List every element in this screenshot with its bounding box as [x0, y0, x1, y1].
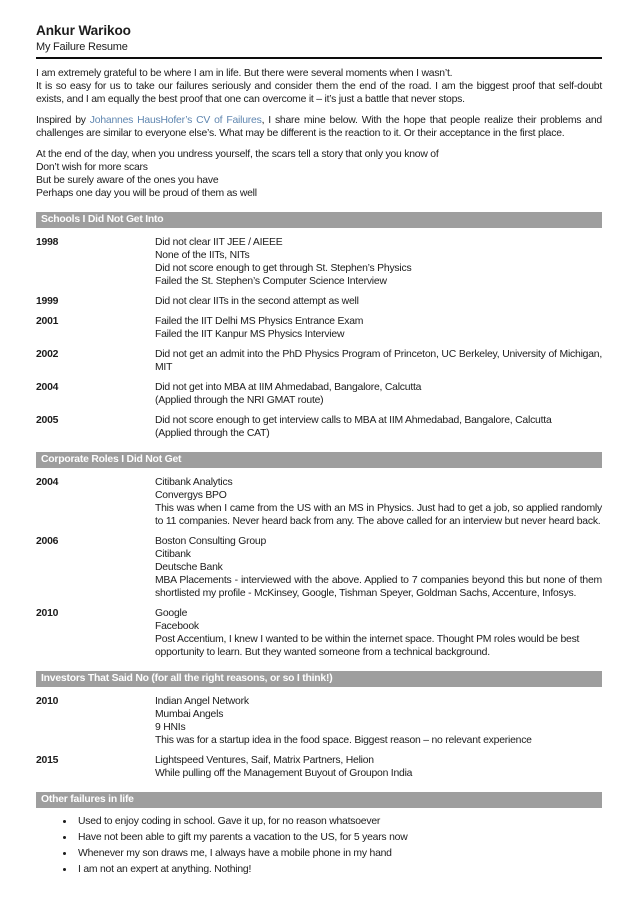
section-header-corporate: Corporate Roles I Did Not Get [36, 452, 602, 468]
timeline-row [36, 414, 602, 440]
detail-line: MBA Placements - interviewed with the above. Applied to 7 companies beyond this but none of them shortlisted my profile - McKinsey, Google, Tishman Speyer, Goldman Sachs, Accenture, Infosys. [155, 575, 602, 599]
row-year: 2004 [36, 382, 59, 393]
row-details [155, 381, 602, 407]
section-rows-investors [36, 687, 602, 780]
failure-item: • Whenever my son draws me, I always have a mobile phone in my hand [75, 847, 602, 860]
section-header-investors: Investors That Said No (for all the right reasons, or so I think!) [36, 671, 602, 687]
detail-line: Indian Angel Network [155, 696, 249, 707]
detail-line: (Applied through the CAT) [155, 428, 270, 439]
detail-line: Post Accentium, I knew I wanted to be within the internet space. Thought PM roles would be best opportunity to learn. But they wanted someone from a technical background. [155, 634, 580, 658]
detail-line: This was when I came from the US with an MS in Physics. Just had to get a job, so applied randomly to 11 companies. Never heard back from any. The above called for an interview but never heard back. [155, 503, 602, 527]
intro-line: I am extremely grateful to be where I am in life. But there were several moments when I wasn’t. [36, 68, 453, 79]
timeline-row [36, 236, 602, 288]
poem-line: Perhaps one day you will be proud of them as well [36, 188, 257, 199]
row-details [155, 754, 602, 780]
failures-list [36, 815, 602, 876]
detail-line: Deutsche Bank [155, 562, 223, 573]
detail-line: Failed the IIT Delhi MS Physics Entrance Exam [155, 316, 364, 327]
detail-line: While pulling off the Management Buyout of Groupon India [155, 768, 413, 779]
failure-item: • Used to enjoy coding in school. Gave it up, for no reason whatsoever [75, 815, 602, 828]
section-header-schools: Schools I Did Not Get Into [36, 212, 602, 228]
row-year: 2010 [36, 696, 59, 707]
intro-text: Inspired by [36, 115, 90, 126]
haushofer-cv-link[interactable]: Johannes HausHofer’s CV of Failures [89, 115, 262, 126]
detail-line: This was for a startup idea in the food space. Biggest reason – no relevant experience [155, 735, 532, 746]
detail-line: Convergys BPO [155, 490, 227, 501]
detail-line: Did not score enough to get interview calls to MBA at IIM Ahmedabad, Bangalore, Calcutta [155, 415, 552, 426]
detail-line: Mumbai Angels [155, 709, 224, 720]
detail-line: Failed the St. Stephen’s Computer Science Interview [155, 276, 387, 287]
timeline-row [36, 476, 602, 528]
author-name: Ankur Warikoo [36, 23, 131, 38]
row-details [155, 414, 602, 440]
section-rows-schools [36, 228, 602, 440]
row-details [155, 607, 602, 659]
detail-line: Did not clear IITs in the second attempt as well [155, 296, 359, 307]
row-year: 1998 [36, 237, 59, 248]
timeline-row [36, 535, 602, 600]
poem-line: At the end of the day, when you undress yourself, the scars tell a story that only you know of [36, 149, 439, 160]
detail-line: Did not get an admit into the PhD Physics Program of Princeton, UC Berkeley, University of Michigan, MIT [155, 349, 602, 373]
row-details [155, 476, 602, 528]
detail-line: 9 HNIs [155, 722, 186, 733]
detail-line: Did not score enough to get through St. Stephen’s Physics [155, 263, 412, 274]
row-year: 2010 [36, 608, 59, 619]
row-year: 2001 [36, 316, 59, 327]
timeline-row [36, 315, 602, 341]
detail-line: None of the IITs, NITs [155, 250, 250, 261]
detail-line: Facebook [155, 621, 199, 632]
timeline-row [36, 381, 602, 407]
row-year: 2006 [36, 536, 59, 547]
header-rule [36, 57, 602, 59]
row-details [155, 535, 602, 600]
section-header-other-failures: Other failures in life [36, 792, 602, 808]
row-year: 2002 [36, 349, 59, 360]
poem-block [36, 148, 602, 200]
timeline-row [36, 348, 602, 374]
row-year: 2015 [36, 755, 59, 766]
poem-line: But be surely aware of the ones you have [36, 175, 219, 186]
row-details [155, 348, 602, 374]
timeline-row [36, 754, 602, 780]
row-year: 2004 [36, 477, 59, 488]
section-rows-corporate [36, 468, 602, 659]
failure-item: • Have not been able to gift my parents a vacation to the US, for 5 years now [75, 831, 602, 844]
intro-line: It is so easy for us to take our failures seriously and consider them the end of the road. I am the biggest proof that self-doubt exists, and I am equally the best proof that one can overcome it – it’s just a battle that never stops. [36, 81, 602, 105]
row-details [155, 315, 602, 341]
row-details [155, 295, 602, 308]
detail-line: Failed the IIT Kanpur MS Physics Interview [155, 329, 345, 340]
intro-paragraph-2 [36, 114, 602, 140]
row-year: 2005 [36, 415, 59, 426]
timeline-row [36, 607, 602, 659]
row-year: 1999 [36, 296, 59, 307]
poem-line: Don’t wish for more scars [36, 162, 148, 173]
timeline-row [36, 295, 602, 308]
detail-line: Citibank [155, 549, 191, 560]
intro-text: , I share mine below. With the hope that people realize their problems and challenges are similar to everyone else’s. What may be different is the reaction to it. Or their acceptance in the first place. [36, 115, 602, 139]
detail-line: Google [155, 608, 188, 619]
detail-line: Did not clear IIT JEE / AIEEE [155, 237, 283, 248]
failure-item: • I am not an expert at anything. Nothing! [75, 863, 602, 876]
detail-line: Did not get into MBA at IIM Ahmedabad, Bangalore, Calcutta [155, 382, 422, 393]
detail-line: (Applied through the NRI GMAT route) [155, 395, 324, 406]
timeline-row [36, 695, 602, 747]
detail-line: Boston Consulting Group [155, 536, 267, 547]
detail-line: Lightspeed Ventures, Saif, Matrix Partners, Helion [155, 755, 374, 766]
row-details [155, 236, 602, 288]
intro-paragraph-1 [36, 67, 602, 106]
detail-line: Citibank Analytics [155, 477, 233, 488]
document-subtitle: My Failure Resume [36, 41, 128, 53]
row-details [155, 695, 602, 747]
